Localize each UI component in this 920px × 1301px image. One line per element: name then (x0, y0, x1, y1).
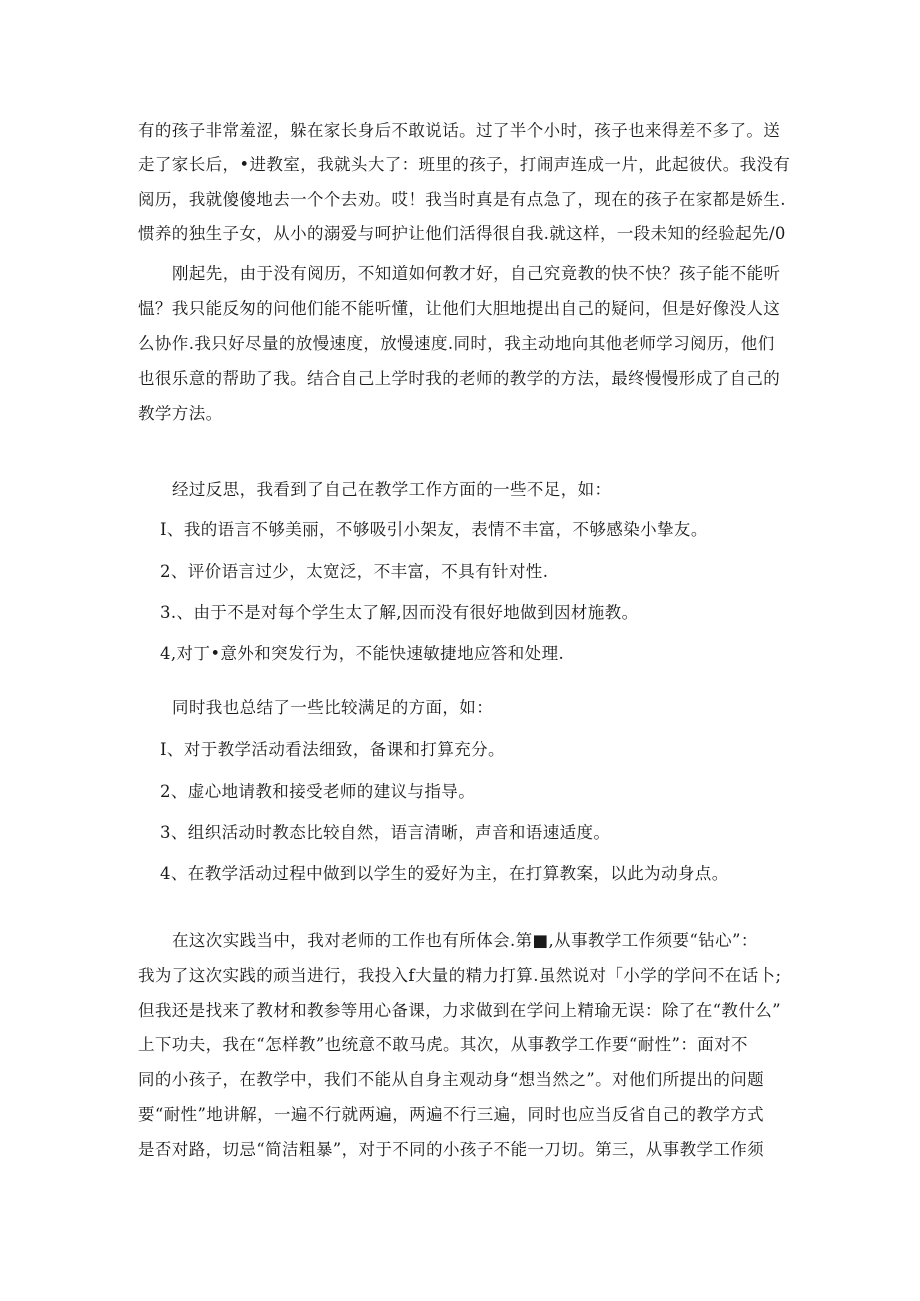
shortcoming-item: 2、评价语言过少，太宽泛，不丰富，不具有针对性. (160, 562, 549, 581)
paragraph-line: 在这次实践当中，我对老师的工作也有所体会.第■,从事教学工作须要“钻心”： (172, 931, 758, 950)
paragraph-line: 刚起先，由于没有阅历，不知道如何教才好，自己究竟教的快不快？孩子能不能听 (172, 264, 781, 283)
paragraph-line: 要“耐性”地讲解，一遍不行就两遍，两遍不行三遍，同时也应当反省自己的教学方式 (138, 1105, 765, 1124)
strength-item: 4、在教学活动过程中做到以学生的爱好为主，在打算教案，以此为动身点。 (160, 864, 729, 883)
paragraph-line: 愠？我只能反匆的问他们能不能听懂，让他们大胆地提出自己的疑问，但是好像没人这 (138, 299, 781, 318)
paragraph-line: 同的小孩子，在教学中，我们不能从自身主观动身“想当然之”。对他们所提出的问题 (138, 1070, 765, 1089)
paragraph-line: 但我还是找来了教材和教参等用心备课，力求做到在学问上精瑜无误：除了在“教什么” (138, 1001, 781, 1020)
strength-item: I、对于教学活动看法细致，备课和打算充分。 (160, 740, 505, 759)
strengths-intro: 同时我也总结了一些比较满足的方面，如： (172, 698, 494, 717)
shortcoming-item: 4,对丁•意外和突发行为，不能快速敏捷地应答和处理. (160, 644, 565, 663)
paragraph-line: 是否对路，切忌“简洁粗暴”，对于不同的小孩子不能一刀切。第三，从事教学工作须 (138, 1140, 765, 1159)
shortcoming-item: I、我的语言不够美丽，不够吸引小架友，表情不丰富，不够感染小挚友。 (160, 520, 708, 539)
paragraph-line: 上下功夫，我在“怎样教”也统意不敢马虎。其次，从事教学工作要“耐性”：面对不 (138, 1035, 748, 1054)
paragraph-line: 我为了这次实践的顽当进行，我投入f大量的精力打算.虽然说对「小学的学问不在话卜; (138, 966, 782, 985)
paragraph-line: 教学方法。 (138, 404, 223, 423)
strength-item: 3、组织活动时教态比较自然，语言清晰，声音和语速适度。 (160, 823, 611, 842)
paragraph-line: 惯养的独生子女，从小的溺爱与呵护让他们活得很自我.就这样，一段未知的经验起先/0 (138, 224, 786, 243)
strength-item: 2、虚心地请教和接受老师的建议与指导。 (160, 782, 476, 801)
paragraph-line: 走了家长后，•进教室，我就头大了：班里的孩子，打闹声连成一片，此起彼伏。我没有 (138, 155, 791, 174)
paragraph-line: 么协作.我只好尽量的放慢速度，放慢速度.同时，我主动地向其他老师学习阅历，他们 (138, 334, 775, 353)
paragraph-line: 有的孩子非常羞涩，躲在家长身后不敢说话。过了半个小时，孩子也来得差不多了。送 (138, 121, 781, 140)
paragraph-line: 阅历，我就傻傻地去一个个去劝。哎！我当时真是有点急了，现在的孩子在家都是娇生. (138, 190, 786, 209)
paragraph-line: 也很乐意的帮助了我。结合自己上学时我的老师的教学的方法，最终慢慢形成了自己的 (138, 369, 781, 388)
reflection-intro: 经过反思，我看到了自己在教学工作方面的一些不足，如： (172, 480, 612, 499)
shortcoming-item: 3.、由于不是对每个学生太了解,因而没有很好地做到因材施教。 (160, 603, 639, 622)
